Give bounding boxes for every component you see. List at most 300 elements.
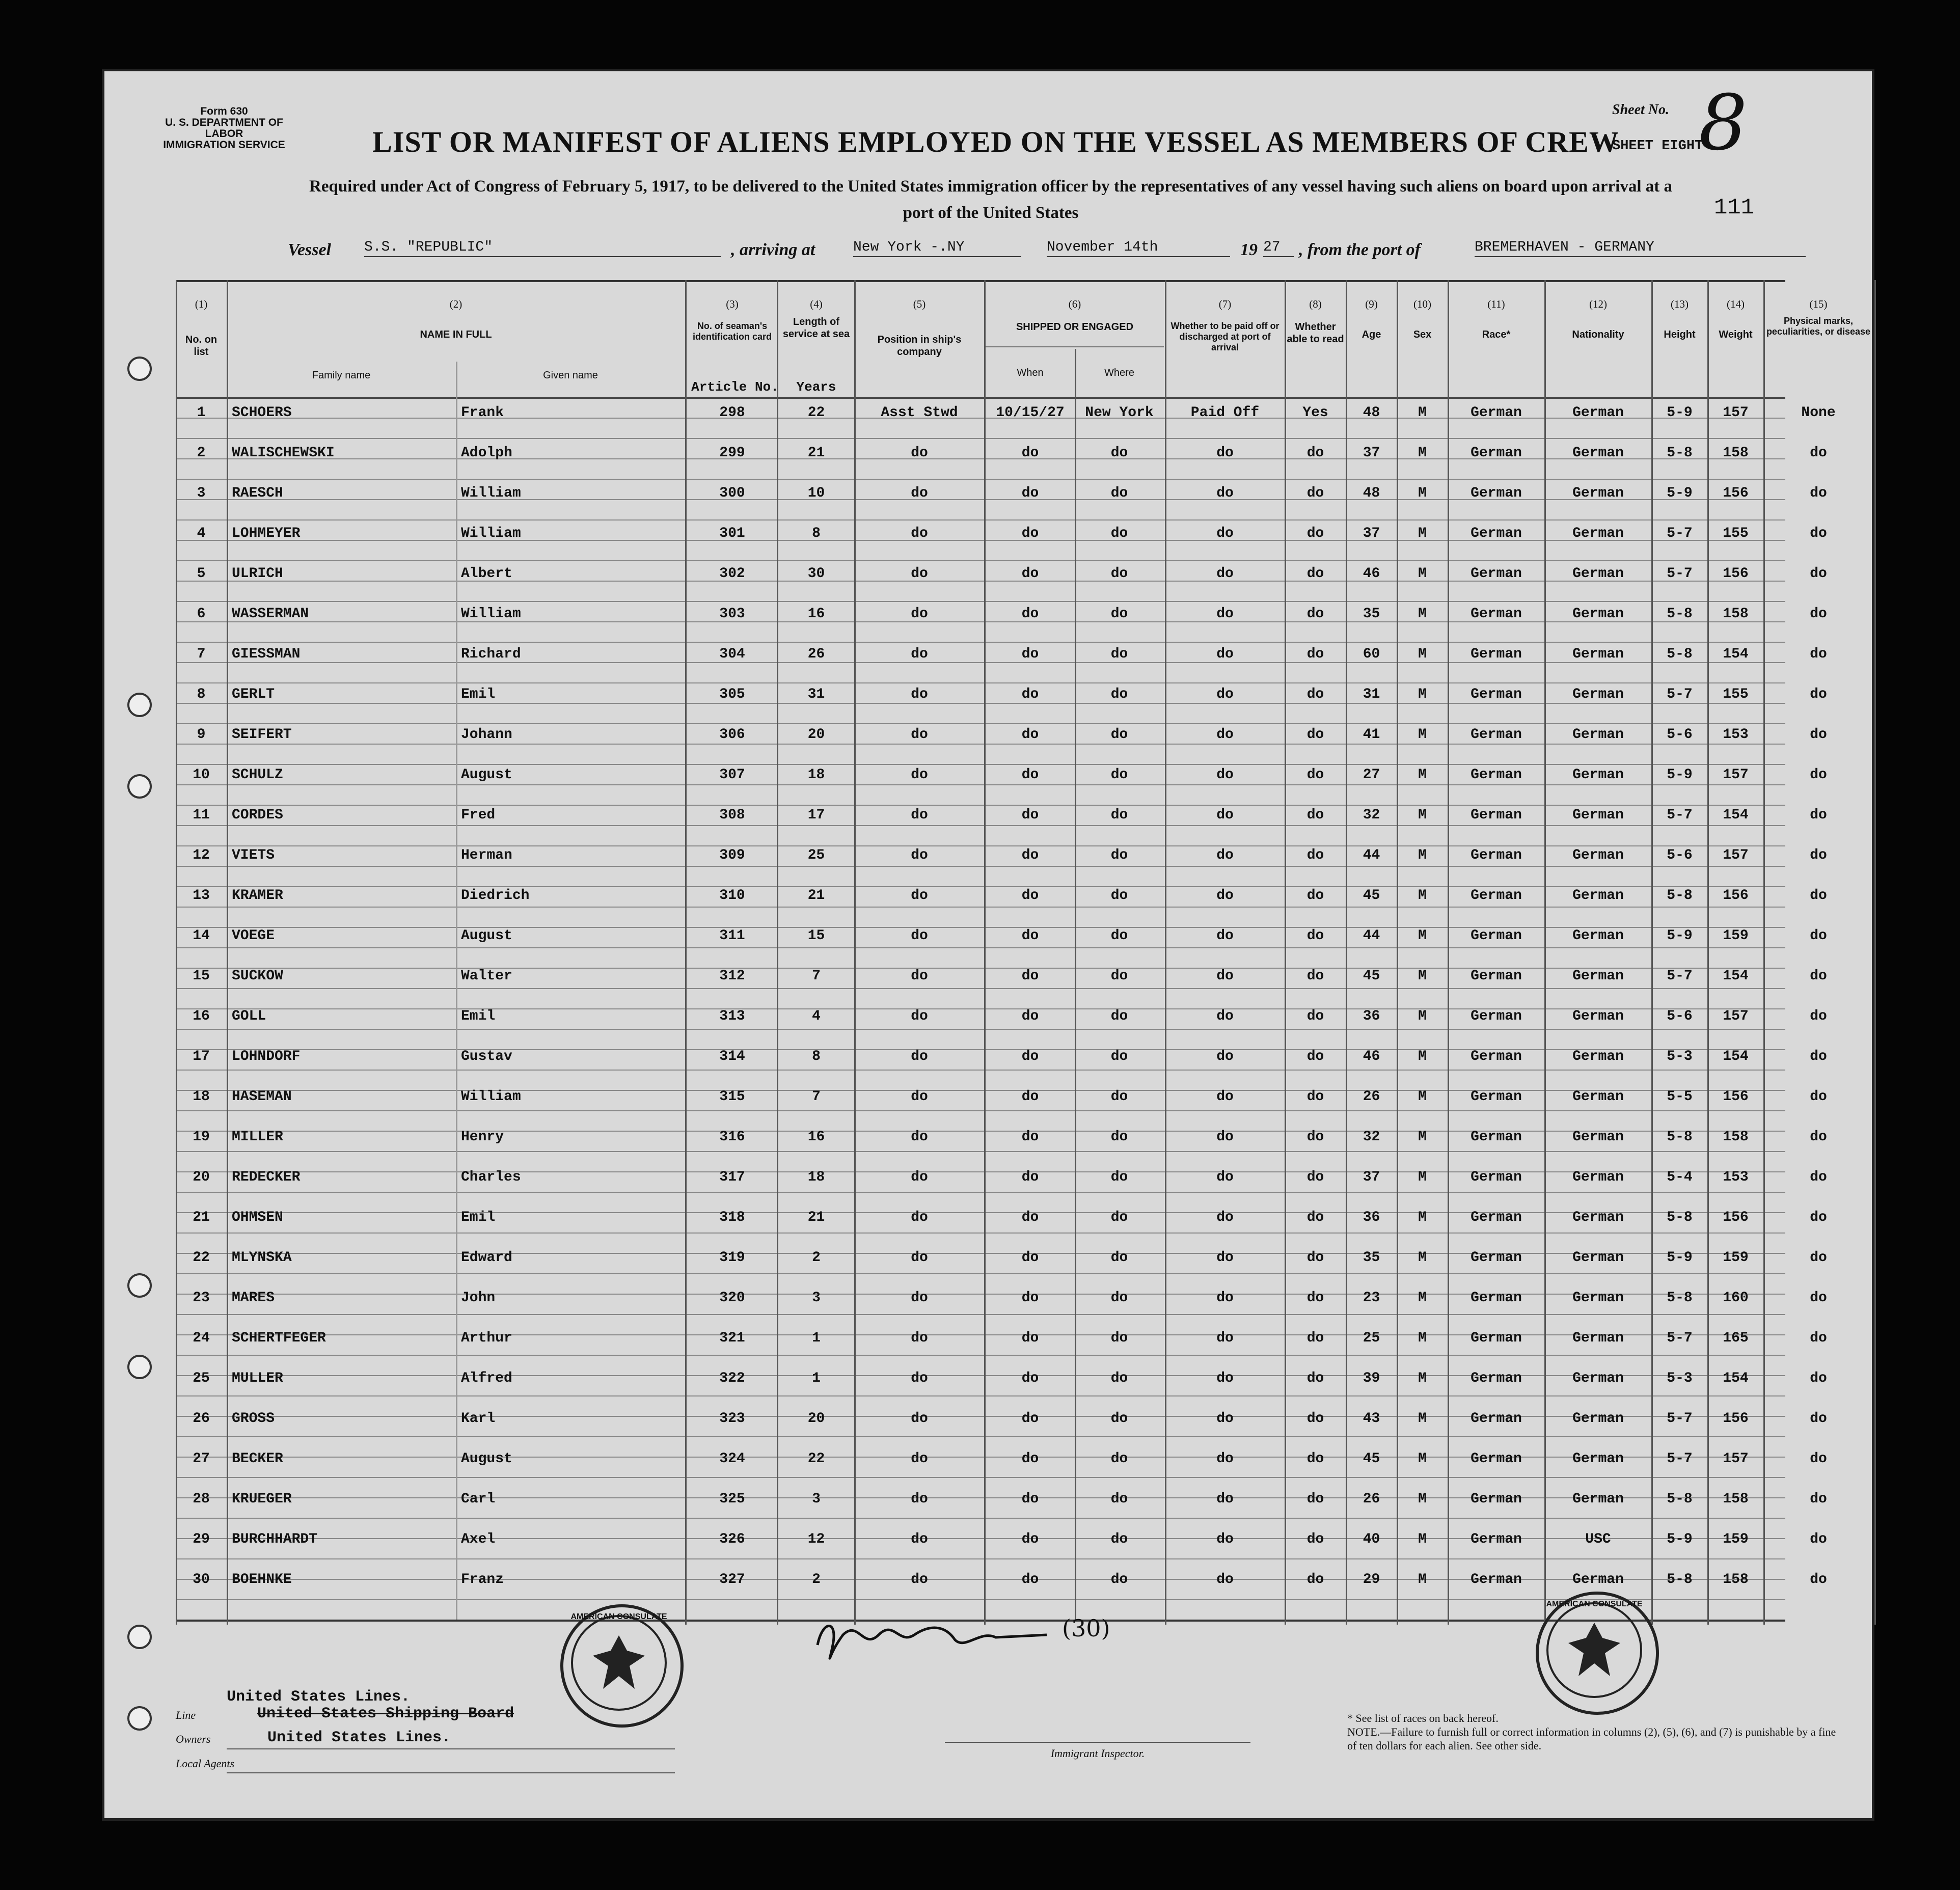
line-label: Line bbox=[176, 1709, 196, 1721]
cell-position: do bbox=[911, 1531, 928, 1547]
cell-race: German bbox=[1471, 847, 1522, 863]
cell-years: 4 bbox=[812, 1008, 821, 1024]
cell-nationality: German bbox=[1572, 1411, 1624, 1427]
cell-family: GROSS bbox=[232, 1411, 275, 1427]
cell-nationality: German bbox=[1572, 445, 1624, 461]
cell-read: do bbox=[1306, 646, 1324, 662]
cell-read: do bbox=[1306, 606, 1324, 622]
cell-position: do bbox=[911, 1049, 928, 1064]
cell-marks: do bbox=[1810, 1129, 1827, 1145]
cell-no: 22 bbox=[193, 1250, 210, 1266]
table-top-rule bbox=[176, 280, 1785, 282]
cell-weight: 157 bbox=[1723, 1008, 1749, 1024]
cell-where: do bbox=[1110, 445, 1128, 461]
cell-years: 7 bbox=[812, 968, 821, 984]
arriving-label: , arriving at bbox=[731, 240, 815, 259]
cell-family: SUCKOW bbox=[232, 968, 283, 984]
col-header-family: Family name bbox=[312, 370, 371, 381]
cell-when: do bbox=[1021, 1572, 1039, 1587]
cell-height: 5-5 bbox=[1667, 1089, 1693, 1105]
signature-scribble bbox=[812, 1614, 1052, 1660]
cell-family: MULLER bbox=[232, 1371, 283, 1386]
cell-position: do bbox=[911, 888, 928, 903]
column-line bbox=[456, 362, 457, 1620]
cell-no: 7 bbox=[197, 646, 206, 662]
cell-paid: do bbox=[1216, 727, 1234, 743]
cell-sex: M bbox=[1418, 566, 1427, 582]
cell-given: August bbox=[461, 767, 512, 783]
cell-position: do bbox=[911, 968, 928, 984]
cell-position: do bbox=[911, 1411, 928, 1427]
footnotes bbox=[1347, 1711, 1836, 1752]
race-footnote: * See list of races on back hereof. bbox=[1347, 1712, 1499, 1724]
cell-read: do bbox=[1306, 1451, 1324, 1467]
cell-paid: do bbox=[1216, 526, 1234, 541]
cell-when: do bbox=[1021, 928, 1039, 944]
cell-where: do bbox=[1110, 1371, 1128, 1386]
cell-weight: 153 bbox=[1723, 727, 1749, 743]
manifest-page bbox=[102, 69, 1874, 1821]
ruled-line bbox=[176, 845, 1785, 846]
cell-sex: M bbox=[1418, 1129, 1427, 1145]
cell-family: REDECKER bbox=[232, 1169, 301, 1185]
cell-paid: do bbox=[1216, 1371, 1234, 1386]
cell-height: 5-9 bbox=[1667, 767, 1693, 783]
cell-when: do bbox=[1021, 687, 1039, 702]
ruled-line bbox=[176, 601, 1785, 602]
cell-family: HASEMAN bbox=[232, 1089, 292, 1105]
cell-where: do bbox=[1110, 1089, 1128, 1105]
col-header-name: NAME IN FULL bbox=[420, 329, 492, 340]
cell-read: do bbox=[1306, 1049, 1324, 1064]
cell-height: 5-6 bbox=[1667, 1008, 1693, 1024]
cell-no: 13 bbox=[193, 888, 210, 903]
cell-height: 5-4 bbox=[1667, 1169, 1693, 1185]
col-header-sex: Sex bbox=[1413, 329, 1432, 340]
stamp-number: 111 bbox=[1714, 195, 1755, 221]
col-num-14: (14) bbox=[1727, 298, 1745, 310]
col-num-10: (10) bbox=[1413, 298, 1431, 310]
cell-sex: M bbox=[1418, 1049, 1427, 1064]
cell-years: 7 bbox=[812, 1089, 821, 1105]
form-reference bbox=[150, 106, 298, 151]
cell-nationality: German bbox=[1572, 888, 1624, 903]
ruled-line bbox=[176, 723, 1785, 724]
cell-weight: 156 bbox=[1723, 1089, 1749, 1105]
cell-family: WALISCHEWSKI bbox=[232, 445, 335, 461]
cell-card: 298 bbox=[719, 405, 745, 421]
cell-weight: 159 bbox=[1723, 1250, 1749, 1266]
cell-nationality: German bbox=[1572, 646, 1624, 662]
cell-paid: do bbox=[1216, 687, 1234, 702]
cell-card: 299 bbox=[719, 445, 745, 461]
cell-given: Carl bbox=[461, 1491, 496, 1507]
cell-race: German bbox=[1471, 1290, 1522, 1306]
col-num-7: (7) bbox=[1218, 298, 1232, 310]
cell-age: 43 bbox=[1363, 1411, 1380, 1427]
cell-paid: do bbox=[1216, 1169, 1234, 1185]
cell-card: 311 bbox=[719, 928, 745, 944]
cell-paid: do bbox=[1216, 807, 1234, 823]
cell-family: WASSERMAN bbox=[232, 606, 309, 622]
cell-race: German bbox=[1471, 767, 1522, 783]
cell-read: do bbox=[1306, 1008, 1324, 1024]
cell-sex: M bbox=[1418, 1491, 1427, 1507]
cell-paid: do bbox=[1216, 1531, 1234, 1547]
cell-weight: 154 bbox=[1723, 646, 1749, 662]
cell-read: do bbox=[1306, 1089, 1324, 1105]
cell-when: do bbox=[1021, 566, 1039, 582]
cell-position: do bbox=[911, 687, 928, 702]
cell-nationality: German bbox=[1572, 606, 1624, 622]
cell-race: German bbox=[1471, 1411, 1522, 1427]
subtitle-line-2: port of the United States bbox=[903, 204, 1079, 222]
cell-nationality: German bbox=[1572, 1049, 1624, 1064]
cell-marks: do bbox=[1810, 485, 1827, 501]
col-num-11: (11) bbox=[1487, 298, 1505, 310]
binder-hole bbox=[127, 693, 152, 717]
cell-position: do bbox=[911, 767, 928, 783]
cell-when: do bbox=[1021, 1290, 1039, 1306]
cell-card: 314 bbox=[719, 1049, 745, 1064]
cell-no: 21 bbox=[193, 1210, 210, 1225]
inspector-label: Immigrant Inspector. bbox=[1050, 1747, 1145, 1760]
cell-given: Albert bbox=[461, 566, 512, 582]
cell-read: do bbox=[1306, 928, 1324, 944]
cell-card: 300 bbox=[719, 485, 745, 501]
cell-race: German bbox=[1471, 968, 1522, 984]
cell-sex: M bbox=[1418, 847, 1427, 863]
cell-when: do bbox=[1021, 1250, 1039, 1266]
cell-family: CORDES bbox=[232, 807, 283, 823]
cell-when: do bbox=[1021, 1531, 1039, 1547]
cell-paid: do bbox=[1216, 1491, 1234, 1507]
cell-age: 39 bbox=[1363, 1371, 1380, 1386]
cell-card: 310 bbox=[719, 888, 745, 903]
cell-given: Karl bbox=[461, 1411, 496, 1427]
ruled-line bbox=[176, 805, 1785, 806]
cell-weight: 156 bbox=[1723, 888, 1749, 903]
cell-when: do bbox=[1021, 847, 1039, 863]
cell-no: 29 bbox=[193, 1531, 210, 1547]
cell-when: do bbox=[1021, 646, 1039, 662]
year-value: 27 bbox=[1263, 239, 1294, 257]
cell-nationality: German bbox=[1572, 1371, 1624, 1386]
cell-nationality: German bbox=[1572, 727, 1624, 743]
ruled-line bbox=[176, 1477, 1785, 1478]
column-line bbox=[777, 280, 778, 1625]
cell-where: do bbox=[1110, 566, 1128, 582]
cell-age: 26 bbox=[1363, 1089, 1380, 1105]
cell-marks: do bbox=[1810, 1451, 1827, 1467]
cell-years: 30 bbox=[807, 566, 825, 582]
cell-card: 307 bbox=[719, 767, 745, 783]
cell-sex: M bbox=[1418, 1451, 1427, 1467]
cell-marks: do bbox=[1810, 566, 1827, 582]
cell-sex: M bbox=[1418, 687, 1427, 702]
cell-given: John bbox=[461, 1290, 496, 1306]
cell-weight: 159 bbox=[1723, 928, 1749, 944]
page-title: LIST OR MANIFEST OF ALIENS EMPLOYED ON THE VESSEL AS MEMBERS OF CREW bbox=[372, 125, 1619, 158]
cell-no: 26 bbox=[193, 1411, 210, 1427]
cell-weight: 154 bbox=[1723, 807, 1749, 823]
cell-paid: do bbox=[1216, 485, 1234, 501]
cell-age: 44 bbox=[1363, 847, 1380, 863]
cell-height: 5-9 bbox=[1667, 1250, 1693, 1266]
cell-nationality: German bbox=[1572, 1572, 1624, 1587]
cell-no: 17 bbox=[193, 1049, 210, 1064]
cell-where: do bbox=[1110, 1008, 1128, 1024]
cell-nationality: German bbox=[1572, 526, 1624, 541]
column-line bbox=[1874, 280, 1876, 1625]
cell-age: 29 bbox=[1363, 1572, 1380, 1587]
sheet-label: Sheet No. bbox=[1612, 102, 1669, 118]
cell-years: 2 bbox=[812, 1250, 821, 1266]
cell-card: 327 bbox=[719, 1572, 745, 1587]
cell-race: German bbox=[1471, 1049, 1522, 1064]
cell-years: 22 bbox=[807, 405, 825, 421]
cell-nationality: German bbox=[1572, 1129, 1624, 1145]
cell-sex: M bbox=[1418, 888, 1427, 903]
cell-years: 21 bbox=[807, 1210, 825, 1225]
vessel-label: Vessel bbox=[288, 240, 331, 259]
cell-card: 302 bbox=[719, 566, 745, 582]
cell-weight: 156 bbox=[1723, 566, 1749, 582]
cell-years: 26 bbox=[807, 646, 825, 662]
cell-read: do bbox=[1306, 526, 1324, 541]
cell-position: do bbox=[911, 526, 928, 541]
ruled-line bbox=[176, 825, 1785, 826]
cell-years: 18 bbox=[807, 1169, 825, 1185]
cell-weight: 158 bbox=[1723, 1491, 1749, 1507]
cell-family: MILLER bbox=[232, 1129, 283, 1145]
cell-card: 318 bbox=[719, 1210, 745, 1225]
cell-years: 3 bbox=[812, 1290, 821, 1306]
cell-marks: do bbox=[1810, 1371, 1827, 1386]
cell-where: do bbox=[1110, 968, 1128, 984]
cell-marks: do bbox=[1810, 1572, 1827, 1587]
cell-no: 30 bbox=[193, 1572, 210, 1587]
ruled-line bbox=[176, 947, 1785, 948]
cell-family: LOHNDORF bbox=[232, 1049, 301, 1064]
cell-sex: M bbox=[1418, 968, 1427, 984]
cell-when: do bbox=[1021, 1371, 1039, 1386]
cell-years: 21 bbox=[807, 445, 825, 461]
cell-height: 5-9 bbox=[1667, 405, 1693, 421]
cell-paid: do bbox=[1216, 566, 1234, 582]
sheet-text: SHEET EIGHT bbox=[1612, 139, 1703, 154]
cell-read: do bbox=[1306, 1572, 1324, 1587]
cell-height: 5-8 bbox=[1667, 646, 1693, 662]
cell-paid: do bbox=[1216, 928, 1234, 944]
cell-paid: do bbox=[1216, 888, 1234, 903]
cell-family: GERLT bbox=[232, 687, 275, 702]
col-num-5: (5) bbox=[913, 298, 926, 310]
ruled-line bbox=[176, 1192, 1785, 1193]
form-number: Form 630 bbox=[200, 105, 248, 117]
cell-years: 22 bbox=[807, 1451, 825, 1467]
cell-years: 12 bbox=[807, 1531, 825, 1547]
cell-marks: do bbox=[1810, 1089, 1827, 1105]
cell-family: LOHMEYER bbox=[232, 526, 301, 541]
cell-where: do bbox=[1110, 485, 1128, 501]
cell-card: 317 bbox=[719, 1169, 745, 1185]
line-value: United States Shipping Board bbox=[257, 1705, 514, 1722]
cell-position: do bbox=[911, 807, 928, 823]
cell-marks: do bbox=[1810, 767, 1827, 783]
col-header-race: Race* bbox=[1482, 329, 1511, 340]
cell-height: 5-8 bbox=[1667, 1129, 1693, 1145]
col-header-age: Age bbox=[1362, 329, 1381, 340]
cell-position: do bbox=[911, 1330, 928, 1346]
cell-weight: 158 bbox=[1723, 1129, 1749, 1145]
cell-race: German bbox=[1471, 1572, 1522, 1587]
col-header-given: Given name bbox=[543, 370, 598, 381]
cell-race: German bbox=[1471, 1330, 1522, 1346]
column-line bbox=[176, 280, 177, 1625]
cell-age: 32 bbox=[1363, 1129, 1380, 1145]
cell-race: German bbox=[1471, 888, 1522, 903]
cell-height: 5-3 bbox=[1667, 1371, 1693, 1386]
cell-age: 35 bbox=[1363, 606, 1380, 622]
cell-age: 41 bbox=[1363, 727, 1380, 743]
cell-age: 27 bbox=[1363, 767, 1380, 783]
cell-no: 19 bbox=[193, 1129, 210, 1145]
cell-read: do bbox=[1306, 687, 1324, 702]
cell-weight: 165 bbox=[1723, 1330, 1749, 1346]
cell-race: German bbox=[1471, 606, 1522, 622]
cell-race: German bbox=[1471, 646, 1522, 662]
cell-no: 2 bbox=[197, 445, 206, 461]
cell-no: 3 bbox=[197, 485, 206, 501]
owners-label: Owners bbox=[176, 1733, 211, 1745]
cell-paid: do bbox=[1216, 1008, 1234, 1024]
cell-given: Arthur bbox=[461, 1330, 512, 1346]
cell-marks: do bbox=[1810, 1008, 1827, 1024]
cell-where: do bbox=[1110, 807, 1128, 823]
ruled-line bbox=[176, 1436, 1785, 1437]
cell-race: German bbox=[1471, 566, 1522, 582]
cell-when: do bbox=[1021, 485, 1039, 501]
cell-height: 5-8 bbox=[1667, 888, 1693, 903]
local-agents-label: Local Agents bbox=[176, 1757, 235, 1770]
cell-years: 8 bbox=[812, 1049, 821, 1064]
ruled-line bbox=[176, 1558, 1785, 1559]
cell-given: Henry bbox=[461, 1129, 504, 1145]
cell-when: do bbox=[1021, 1089, 1039, 1105]
cell-no: 16 bbox=[193, 1008, 210, 1024]
cell-nationality: German bbox=[1572, 405, 1624, 421]
binder-hole bbox=[127, 1706, 152, 1731]
cell-no: 12 bbox=[193, 847, 210, 863]
cell-nationality: German bbox=[1572, 485, 1624, 501]
cell-where: do bbox=[1110, 1049, 1128, 1064]
cell-family: SCHULZ bbox=[232, 767, 283, 783]
cell-marks: do bbox=[1810, 687, 1827, 702]
cell-height: 5-7 bbox=[1667, 807, 1693, 823]
cell-race: German bbox=[1471, 1129, 1522, 1145]
cell-family: RAESCH bbox=[232, 485, 283, 501]
cell-family: SEIFERT bbox=[232, 727, 292, 743]
cell-age: 46 bbox=[1363, 1049, 1380, 1064]
ruled-line bbox=[176, 1110, 1785, 1111]
cell-no: 5 bbox=[197, 566, 206, 582]
cell-given: Fred bbox=[461, 807, 496, 823]
cell-height: 5-3 bbox=[1667, 1049, 1693, 1064]
cell-where: do bbox=[1110, 888, 1128, 903]
cell-paid: do bbox=[1216, 606, 1234, 622]
cell-position: do bbox=[911, 1572, 928, 1587]
cell-given: Walter bbox=[461, 968, 512, 984]
cell-read: do bbox=[1306, 1371, 1324, 1386]
cell-nationality: German bbox=[1572, 968, 1624, 984]
cell-family: OHMSEN bbox=[232, 1210, 283, 1225]
ruled-line bbox=[176, 1518, 1785, 1519]
cell-paid: do bbox=[1216, 767, 1234, 783]
cell-where: do bbox=[1110, 526, 1128, 541]
cell-marks: do bbox=[1810, 1330, 1827, 1346]
service-name: IMMIGRATION SERVICE bbox=[163, 139, 285, 151]
cell-nationality: German bbox=[1572, 928, 1624, 944]
cell-given: Edward bbox=[461, 1250, 512, 1266]
ruled-line bbox=[176, 886, 1785, 887]
col-header-nationality: Nationality bbox=[1572, 329, 1624, 340]
col-header-article: Article No. bbox=[691, 379, 779, 395]
cell-marks: do bbox=[1810, 968, 1827, 984]
cell-nationality: German bbox=[1572, 566, 1624, 582]
cell-family: SCHERTFEGER bbox=[232, 1330, 326, 1346]
cell-race: German bbox=[1471, 807, 1522, 823]
cell-age: 48 bbox=[1363, 485, 1380, 501]
cell-no: 14 bbox=[193, 928, 210, 944]
binder-hole bbox=[127, 774, 152, 799]
cell-weight: 157 bbox=[1723, 767, 1749, 783]
cell-family: BECKER bbox=[232, 1451, 283, 1467]
cell-height: 5-8 bbox=[1667, 606, 1693, 622]
cell-given: William bbox=[461, 485, 521, 501]
cell-when: do bbox=[1021, 767, 1039, 783]
cell-where: do bbox=[1110, 727, 1128, 743]
cell-sex: M bbox=[1418, 1250, 1427, 1266]
sheet-number: 8 bbox=[1699, 79, 1748, 168]
from-port-label: , from the port of bbox=[1299, 240, 1421, 259]
cell-card: 325 bbox=[719, 1491, 745, 1507]
eagle-seal-icon bbox=[1539, 1595, 1656, 1712]
cell-family: GIESSMAN bbox=[232, 646, 301, 662]
ruled-line bbox=[176, 1151, 1785, 1152]
cell-nationality: German bbox=[1572, 807, 1624, 823]
cell-sex: M bbox=[1418, 1290, 1427, 1306]
cell-no: 10 bbox=[193, 767, 210, 783]
cell-read: do bbox=[1306, 1290, 1324, 1306]
cell-marks: do bbox=[1810, 847, 1827, 863]
col-header-weight: Weight bbox=[1719, 329, 1753, 340]
cell-card: 316 bbox=[719, 1129, 745, 1145]
cell-where: New York bbox=[1085, 405, 1154, 421]
cell-read: do bbox=[1306, 767, 1324, 783]
cell-weight: 160 bbox=[1723, 1290, 1749, 1306]
cell-nationality: German bbox=[1572, 1089, 1624, 1105]
cell-when: 10/15/27 bbox=[996, 405, 1065, 421]
cell-years: 18 bbox=[807, 767, 825, 783]
cell-family: BURCHHARDT bbox=[232, 1531, 318, 1547]
cell-marks: do bbox=[1810, 1531, 1827, 1547]
cell-age: 36 bbox=[1363, 1210, 1380, 1225]
cell-age: 40 bbox=[1363, 1531, 1380, 1547]
cell-sex: M bbox=[1418, 727, 1427, 743]
cell-nationality: German bbox=[1572, 1451, 1624, 1467]
cell-sex: M bbox=[1418, 1169, 1427, 1185]
